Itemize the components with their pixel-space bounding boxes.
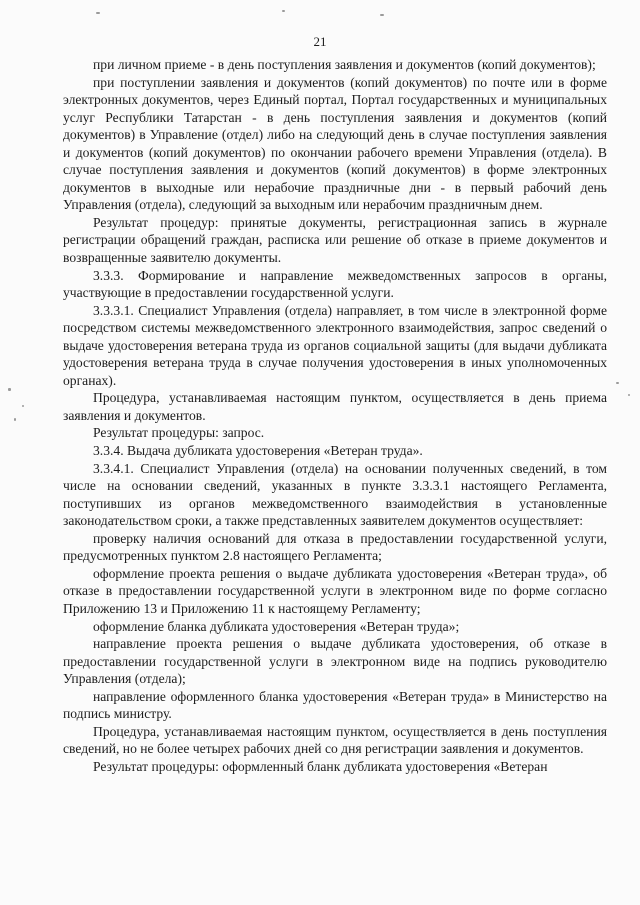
paragraph: Результат процедуры: оформленный бланк дубликата удостоверения «Ветеран xyxy=(93,758,548,774)
paragraph: проверку наличия оснований для отказа в предоставлении государственной услуги, предусмотренных пунктом 2.8 настоящего Регламента; xyxy=(63,530,607,564)
scan-speck xyxy=(96,12,100,14)
scan-speck xyxy=(282,10,285,12)
paragraph: при личном приеме - в день поступления заявления и документов (копий документов); xyxy=(93,57,596,72)
paragraph: направление оформленного бланка удостоверения «Ветеран труда» в Министерство на подпись министру. xyxy=(63,688,607,722)
scan-speck xyxy=(616,382,619,384)
paragraph: направление проекта решения о выдаче дубликата удостоверения, об отказе в предоставлении государственной услуги в электронном виде на подпись руководителю Управления (отдела); xyxy=(63,636,607,687)
paragraph: Результат процедуры: запрос. xyxy=(93,425,265,441)
scan-speck xyxy=(380,14,384,16)
scan-speck xyxy=(22,405,24,407)
paragraph: 3.3.4.1. Специалист Управления (отдела) на основании полученных сведений, в том числе на основании сведений, указанных в пункте 3.3.3.1 настоящего Регламента, поступивших из органов межведомственного взаимодействия в установленные законодательством сроки, а также представленных заявителем документов осуществляет: xyxy=(63,460,607,529)
paragraph: оформление проекта решения о выдаче дубликата удостоверения «Ветеран труда», об отказе в предоставлении государственной услуги в электронном виде по форме согласно Приложению 13 и Приложению 11 к настоящему Регламенту; xyxy=(63,565,607,616)
paragraph: 3.3.4. Выдача дубликата удостоверения «Ветеран труда». xyxy=(93,443,423,459)
paragraph: Процедура, устанавливаемая настоящим пунктом, осуществляется в день приема заявления и документов. xyxy=(63,390,607,423)
paragraph: Результат процедур: принятые документы, регистрационная запись в журнале регистрации обращений граждан, расписка или решение об отказе в приеме документов и возвращенные заявителю документы. xyxy=(63,214,607,266)
paragraph: при поступлении заявления и документов (копий документов) по почте или в форме электронных документов, через Единый портал, Портал государственных и муниципальных услуг Республики Татарстан - в день поступления заявления и документов (копий документов) в Управление (отдел) либо на следующий день в случае поступления заявления и документов (копий документов) по окончании рабочего времени Управления (отдела). В случае поступления заявления и документов (копий документов) в форме электронных документов в выходные или нерабочие праздничные дни - в первый рабочий день Управления (отдела), следующий за выходным или нерабочим праздничным днем. xyxy=(63,74,607,213)
paragraph: 3.3.3. Формирование и направление межведомственных запросов в органы, участвующие в предоставлении государственной услуги. xyxy=(63,267,607,301)
page-number: 21 xyxy=(313,34,327,49)
paragraph: оформление бланка дубликата удостоверения «Ветеран труда»; xyxy=(93,618,460,634)
scan-speck xyxy=(8,388,11,391)
scan-speck xyxy=(14,418,16,421)
document-body xyxy=(63,56,607,775)
paragraph: Процедура, устанавливаемая настоящим пунктом, осуществляется в день поступления сведений, но не более четырех рабочих дней со дня регистрации заявления и документов. xyxy=(63,723,607,757)
paragraph: 3.3.3.1. Специалист Управления (отдела) направляет, в том числе в электронной форме посредством системы межведомственного электронного взаимодействия, запрос сведений о выдаче удостоверения ветерана труда из органов социальной защиты (для выдачи дубликата удостоверения ветерана труда в случае получения удостоверения в иных уполномоченных органах). xyxy=(63,302,607,388)
scan-speck xyxy=(628,394,630,396)
